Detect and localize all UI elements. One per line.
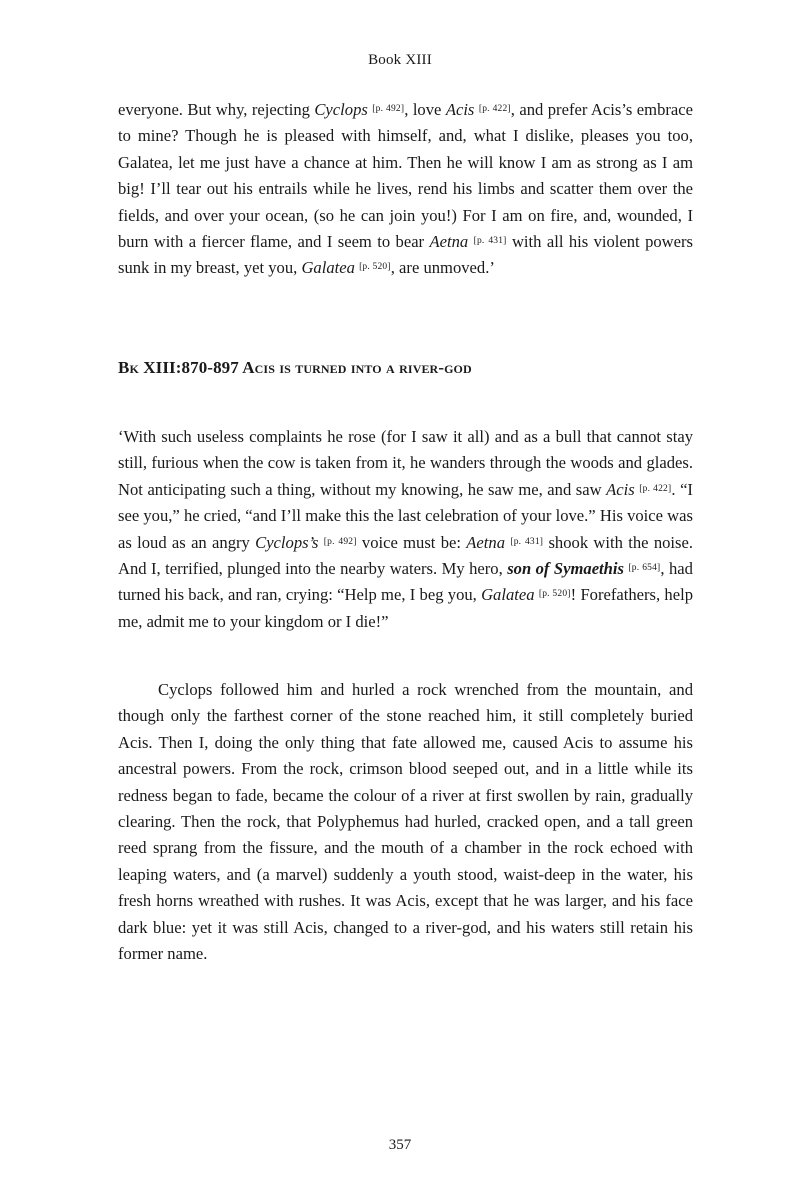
name-aetna: Aetna xyxy=(466,532,506,552)
section-heading: Bk XIII:870-897 Acis is turned into a river-god xyxy=(118,358,472,377)
page-number: 357 xyxy=(388,1137,412,1153)
name-aetna: Aetna xyxy=(429,232,469,252)
text-segment: ‘With such useless complaints he rose (for I saw it all) and as a bull that cannot stay still, furious when the cow is taken from it, he wanders through the woods and glades. Not anticipating such a thing, without my knowing, he saw me, and saw xyxy=(118,427,693,499)
text-segment: shook with the noise. And I, terrified, plunged into the nearby waters. My hero, xyxy=(118,532,693,579)
name-son-of-symaethis: son of Symaethis xyxy=(507,559,624,579)
name-galatea: Galatea xyxy=(481,585,535,605)
paragraph-1 xyxy=(118,97,693,282)
page-reference-link[interactable]: [p. 431] xyxy=(473,236,507,247)
name-acis: Acis xyxy=(606,479,635,499)
name-cyclops: Cyclops xyxy=(314,100,368,119)
text-segment: with all his violent powers sunk in my breast, yet you, xyxy=(118,232,693,278)
text-segment: , had turned his back, and ran, crying: “Help me, I beg you, xyxy=(118,559,693,605)
name-cyclops: Cyclops’s xyxy=(255,532,319,552)
page-reference-link[interactable]: [p. 422] xyxy=(478,104,511,114)
paragraph-3-text: Cyclops followed him and hurled a rock wrenched from the mountain, and though only the farthest corner of the stone reached him, it still completely buried Acis. Then I, doing the only thing that fate allowed me, caused Acis to assume his ancestral powers. From the rock, crimson blood seeped out, and in a little while its redness began to fade, became the colour of a river at first swollen by rain, gradually clearing. Then the rock, that Polyphemus had hurled, cracked open, and a tall green reed sprang from the fissure, and the mouth of a chamber in the rock echoed with leaping waters, and (a marvel) suddenly a youth stood, waist-deep in the water, his fresh horns wreathed with rushes. It was Acis, except that he was larger, and his face dark blue: yet it was still Acis, changed to a river-god, and his waters still retain his former name. xyxy=(118,680,693,964)
running-head: Book XIII xyxy=(368,52,432,68)
text-segment: , and prefer Acis’s embrace to mine? Though he is pleased with himself, and, what I dislike, pleases you too, Galatea, let me just have a chance at him. Then he will know I am as strong as I am big! I’ll tear out his entrails while he lives, rend his limbs and scatter them over the fields, and over your ocean, (so he can join you!) For I am on fire, and, wounded, I burn with a fiercer flame, and I seem to bear xyxy=(118,100,693,252)
page-reference-link[interactable]: [p. 520] xyxy=(359,262,391,273)
page-reference-link[interactable]: [p. 422] xyxy=(639,483,672,494)
page-reference-link[interactable]: [p. 431] xyxy=(510,536,544,547)
page-reference-link[interactable]: [p. 492] xyxy=(372,104,405,114)
text-segment: . “I see you,” he cried, “and I’ll make this the last celebration of your love.” His voice was as loud as an angry xyxy=(118,479,693,552)
name-galatea: Galatea xyxy=(301,258,355,278)
name-acis: Acis xyxy=(445,100,475,119)
text-segment: , love xyxy=(404,100,446,119)
page-reference-link[interactable]: [p. 654] xyxy=(628,563,661,574)
page-reference-link[interactable]: [p. 520] xyxy=(538,589,571,600)
text-segment: ! Forefathers, help me, admit me to your kingdom or I die!” xyxy=(118,585,693,631)
text-segment: everyone. But why, rejecting xyxy=(118,100,315,119)
page-reference-link[interactable]: [p. 492] xyxy=(323,536,357,547)
text-segment: voice must be: xyxy=(356,532,467,552)
text-segment: , are unmoved.’ xyxy=(390,258,495,278)
paragraph-2 xyxy=(118,424,693,635)
paragraph-3 xyxy=(118,677,693,967)
